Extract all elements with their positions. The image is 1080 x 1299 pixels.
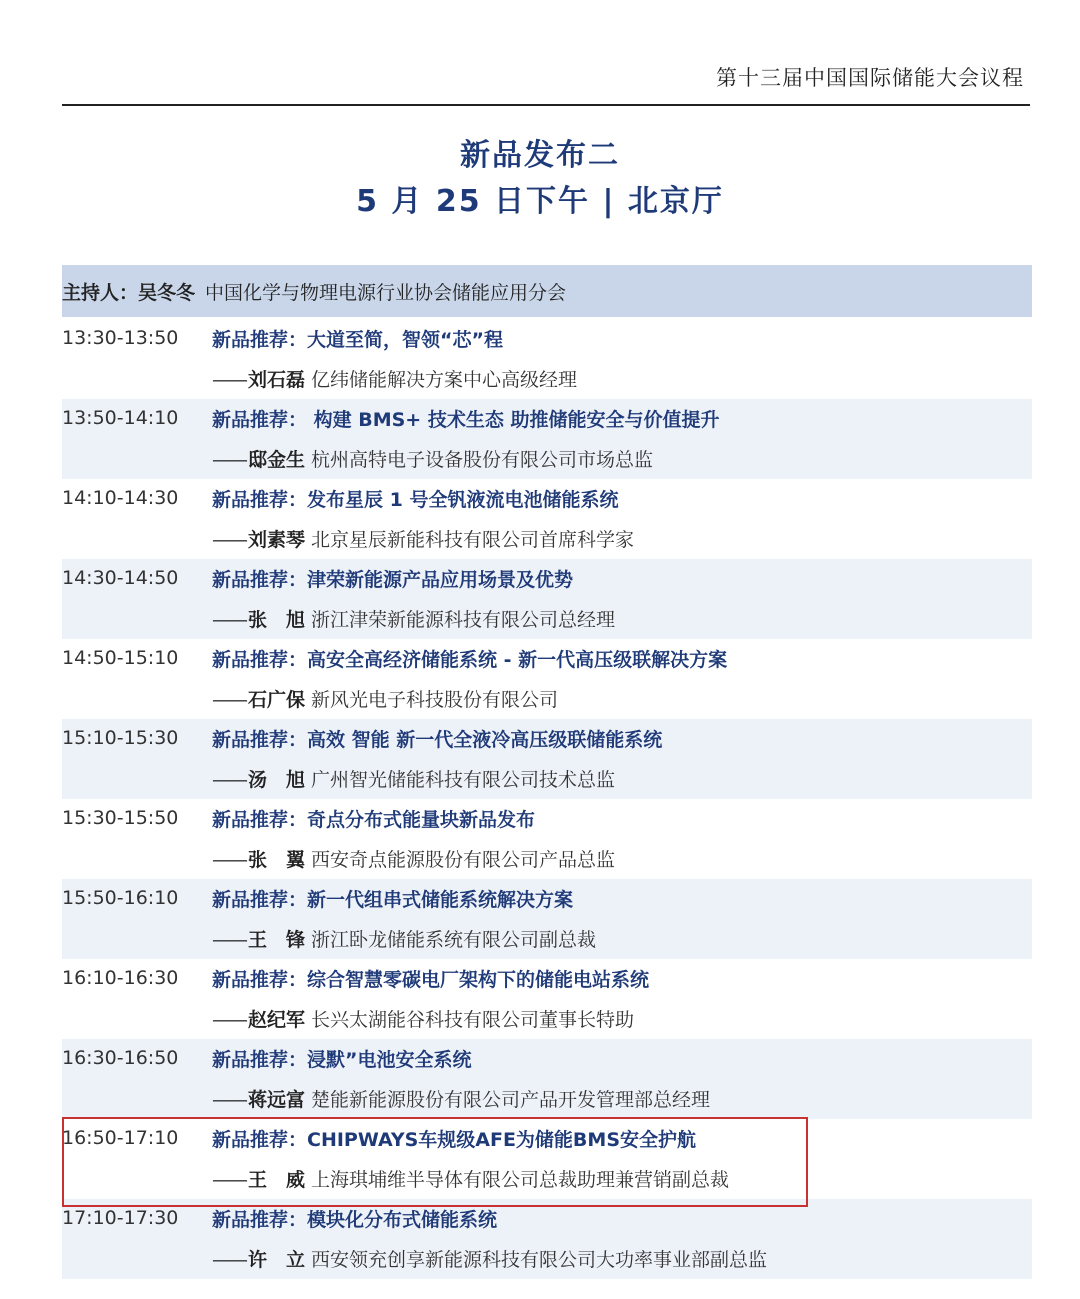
speaker-line: [212, 925, 596, 952]
speaker-name: 张 旭: [248, 609, 306, 631]
agenda-time: 13:30-13:50: [62, 327, 179, 349]
agenda-topic: 新品推荐：大道至简，智领“芯”程: [212, 329, 503, 351]
agenda-row: [62, 879, 1032, 959]
speaker-line: [212, 1165, 729, 1192]
speaker-org: 北京星辰新能科技有限公司首席科学家: [311, 529, 635, 551]
speaker-name: 许 立: [248, 1249, 306, 1271]
agenda-row: [62, 399, 1032, 479]
host-label: 主持人：吴冬冬: [62, 281, 196, 304]
speaker-org: 亿纬储能解决方案中心高级经理: [311, 369, 578, 391]
speaker-name: 王 锋: [248, 929, 306, 951]
speaker-dash: ——: [212, 689, 246, 711]
speaker-org: 西安奇点能源股份有限公司产品总监: [311, 849, 616, 871]
speaker-line: [212, 845, 615, 872]
agenda-row: [62, 719, 1032, 799]
speaker-name: 刘素琴: [248, 529, 306, 551]
agenda-topic: 新品推荐：浸默”电池安全系统: [212, 1049, 472, 1071]
speaker-name: 王 威: [248, 1169, 306, 1191]
speaker-org: 长兴太湖能谷科技有限公司董事长特助: [311, 1009, 635, 1031]
speaker-line: [212, 1085, 710, 1112]
speaker-org: 广州智光储能科技有限公司技术总监: [311, 769, 616, 791]
speaker-dash: ——: [212, 1169, 246, 1191]
speaker-line: [212, 1245, 767, 1272]
agenda-time: 14:10-14:30: [62, 487, 179, 509]
agenda-row: [62, 319, 1032, 399]
speaker-name: 邸金生: [248, 449, 306, 471]
document-header-title: 第十三届中国国际储能大会议程: [716, 66, 1024, 90]
speaker-dash: ——: [212, 929, 246, 951]
host-org: 中国化学与物理电源行业协会储能应用分会: [205, 281, 567, 304]
agenda-row: [62, 479, 1032, 559]
speaker-org: 西安领充创享新能源科技有限公司大功率事业部副总监: [311, 1249, 768, 1271]
host-bar: [62, 265, 1032, 317]
agenda-time: 15:10-15:30: [62, 727, 179, 749]
agenda-list: [62, 319, 1032, 1279]
agenda-row: [62, 959, 1032, 1039]
speaker-dash: ——: [212, 1249, 246, 1271]
agenda-topic: 新品推荐：奇点分布式能量块新品发布: [212, 809, 536, 831]
agenda-time: 13:50-14:10: [62, 407, 179, 429]
agenda-row: [62, 1199, 1032, 1279]
speaker-line: [212, 365, 577, 392]
agenda-time: 14:50-15:10: [62, 647, 179, 669]
agenda-topic: 新品推荐：高效 智能 新一代全液冷高压级联储能系统: [212, 729, 663, 751]
agenda-row: [62, 639, 1032, 719]
agenda-topic: 新品推荐： 构建 BMS+ 技术生态 助推储能安全与价值提升: [212, 409, 720, 431]
agenda-row: [62, 559, 1032, 639]
speaker-line: [212, 1005, 634, 1032]
speaker-line: [212, 525, 634, 552]
speaker-dash: ——: [212, 449, 246, 471]
header-divider: [62, 104, 1030, 106]
agenda-row: [62, 799, 1032, 879]
speaker-org: 浙江津荣新能源科技有限公司总经理: [311, 609, 616, 631]
agenda-time: 16:10-16:30: [62, 967, 179, 989]
speaker-org: 上海琪埔维半导体有限公司总裁助理兼营销副总裁: [311, 1169, 730, 1191]
agenda-topic: 新品推荐：发布星辰 1 号全钒液流电池储能系统: [212, 489, 619, 511]
agenda-row-highlighted: [62, 1119, 1032, 1199]
agenda-time: 16:50-17:10: [62, 1127, 179, 1149]
speaker-dash: ——: [212, 769, 246, 791]
agenda-time: 15:50-16:10: [62, 887, 179, 909]
speaker-line: [212, 685, 558, 712]
speaker-name: 赵纪军: [248, 1009, 306, 1031]
speaker-name: 刘石磊: [248, 369, 306, 391]
speaker-dash: ——: [212, 529, 246, 551]
agenda-topic: 新品推荐：综合智慧零碳电厂架构下的储能电站系统: [212, 969, 650, 991]
speaker-org: 新风光电子科技股份有限公司: [311, 689, 559, 711]
agenda-time: 15:30-15:50: [62, 807, 179, 829]
agenda-topic: 新品推荐：新一代组串式储能系统解决方案: [212, 889, 574, 911]
agenda-topic: 新品推荐：高安全高经济储能系统 - 新一代高压级联解决方案: [212, 649, 728, 671]
speaker-dash: ——: [212, 1089, 246, 1111]
speaker-name: 蒋远富: [248, 1089, 306, 1111]
speaker-org: 杭州高特电子设备股份有限公司市场总监: [311, 449, 654, 471]
agenda-row: [62, 1039, 1032, 1119]
agenda-topic: 新品推荐：津荣新能源产品应用场景及优势: [212, 569, 574, 591]
session-title: 新品发布二: [460, 138, 620, 173]
speaker-dash: ——: [212, 1009, 246, 1031]
speaker-dash: ——: [212, 369, 246, 391]
speaker-org: 浙江卧龙储能系统有限公司副总裁: [311, 929, 597, 951]
speaker-dash: ——: [212, 609, 246, 631]
agenda-topic: 新品推荐：CHIPWAYS车规级AFE为储能BMS安全护航: [212, 1129, 697, 1151]
agenda-time: 14:30-14:50: [62, 567, 179, 589]
speaker-line: [212, 765, 615, 792]
speaker-line: [212, 445, 653, 472]
agenda-time: 17:10-17:30: [62, 1207, 179, 1229]
agenda-time: 16:30-16:50: [62, 1047, 179, 1069]
speaker-line: [212, 605, 615, 632]
agenda-topic: 新品推荐：模块化分布式储能系统: [212, 1209, 498, 1231]
speaker-name: 汤 旭: [248, 769, 306, 791]
speaker-name: 石广保: [248, 689, 306, 711]
session-subtitle: 5 月 25 日下午 | 北京厅: [356, 184, 724, 219]
speaker-org: 楚能新能源股份有限公司产品开发管理部总经理: [311, 1089, 711, 1111]
speaker-dash: ——: [212, 849, 246, 871]
speaker-name: 张 翼: [248, 849, 306, 871]
